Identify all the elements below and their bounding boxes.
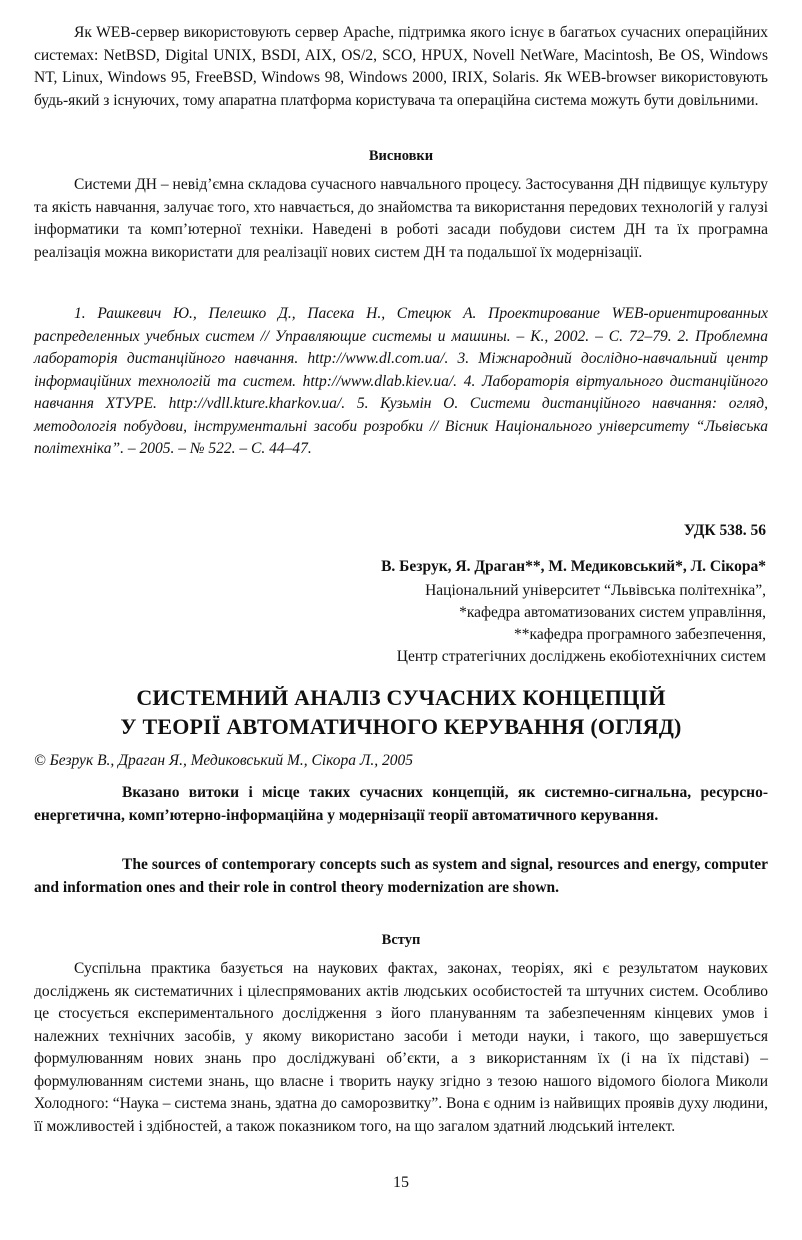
references-list: 1. Рашкевич Ю., Пелешко Д., Пасека Н., Стецюк А. Проектирование WEB-ориентированных распределенных учебных систем // Управляющие системы и машины. – К., 2002. – С. 72–79. 2. Проблемна лабораторія дистанційного навчання. http://www.dl.com.ua/. 3. Міжнародний дослідно-навчальний центр інформаційних технологій та систем. http://www.dlab.kiev.ua/. 4. Лабораторія віртуального дистанційного навчання ХТУРЕ. http://vdll.kture.kharkov.ua/. 5. Кузьмін О. Системи дистанційного навчання: огляд, методологія побудови, інструментальні засоби розробки // Вісник Національного університету “Львівська політехніка”. – 2005. – № 522. – С. 44–47.: [34, 305, 768, 457]
affiliation-line: Центр стратегічних досліджень екобіотехнічних систем: [396, 648, 766, 665]
article-title: [34, 683, 768, 741]
affiliation-line: Національний університет “Львівська політехніка”,: [425, 582, 766, 599]
intro-heading: Вступ: [381, 932, 421, 948]
authors-line: В. Безрук, Я. Драган**, М. Медиковський*, Л. Сікора*: [381, 558, 766, 575]
conclusions-paragraph: Системи ДН – невід’ємна складова сучасного навчального процесу. Застосування ДН підвищує культуру та якість навчання, залучає того, хто навчається, до знайомства та використання передових технологій у галузі інформатики та комп’ютерної техніки. Наведені в роботі засади побудови систем ДН та їх програмна реалізація можна використати для реалізації нових систем ДН та подальшої їх модернізації.: [34, 176, 768, 261]
page-number: 15: [393, 1174, 409, 1191]
abstract-english: The sources of contemporary concepts such as system and signal, resources and energy, computer and information ones and their role in control theory modernization are shown.: [34, 856, 768, 896]
udc-code: УДК 538. 56: [683, 522, 766, 539]
title-line-2: У ТЕОРІЇ АВТОМАТИЧНОГО КЕРУВАННЯ (ОГЛЯД): [120, 714, 682, 739]
affiliation-line: **кафедра програмного забезпечення,: [514, 626, 766, 643]
affiliation-line: *кафедра автоматизованих систем управління,: [459, 604, 766, 621]
copyright-line: © Безрук В., Драган Я., Медиковський М., Сікора Л., 2005: [34, 752, 414, 769]
conclusions-heading: Висновки: [368, 148, 434, 164]
intro-paragraph: Як WEB-сервер використовують сервер Apache, підтримка якого існує в багатьох сучасних операційних системах: NetBSD, Digital UNIX, BSDI, AIX, OS/2, SCO, HPUX, Novell NetWare, Macintosh, Be OS, Windows NT, Linux, Windows 95, FreeBSD, Windows 98, Windows 2000, IRIX, Solaris. Як WEB-browser використовують будь-який з існуючих, тому апаратна платформа користувача та операційна система можуть бути довільними.: [34, 24, 768, 109]
intro-text: Суспільна практика базується на наукових фактах, законах, теоріях, які є результатом наукових досліджень як систематичних і цілеспрямованих актів людських особистостей та штучних систем. Особливо це стосується експериментального дослідження з його плануванням та забезпеченням кінцевих умов і належних технічних засобів, у якому використано засоби і методи науки, і такого, що завершується формулюванням нових знань про досліджувані об’єкти, а з використанням їх (і на їх підставі) – формулюванням системи знань, що власне і творить науку згідно з тезою нашого відомого біолога Миколи Холодного: “Наука – система знань, здатна до саморозвитку”. Вона є одним із найвищих проявів духу людини, її можливостей і здібностей, а також показником того, на що загалом здатний людський інтелект.: [34, 960, 768, 1135]
abstract-ukrainian: Вказано витоки і місце таких сучасних концепцій, як системно-сигнальна, ресурсно-енергетична, комп’ютерно-інформаційна у модернізації теорії автоматичного керування.: [34, 784, 768, 824]
title-line-1: СИСТЕМНИЙ АНАЛІЗ СУЧАСНИХ КОНЦЕПЦІЙ: [136, 685, 666, 710]
affiliations: [206, 580, 766, 668]
